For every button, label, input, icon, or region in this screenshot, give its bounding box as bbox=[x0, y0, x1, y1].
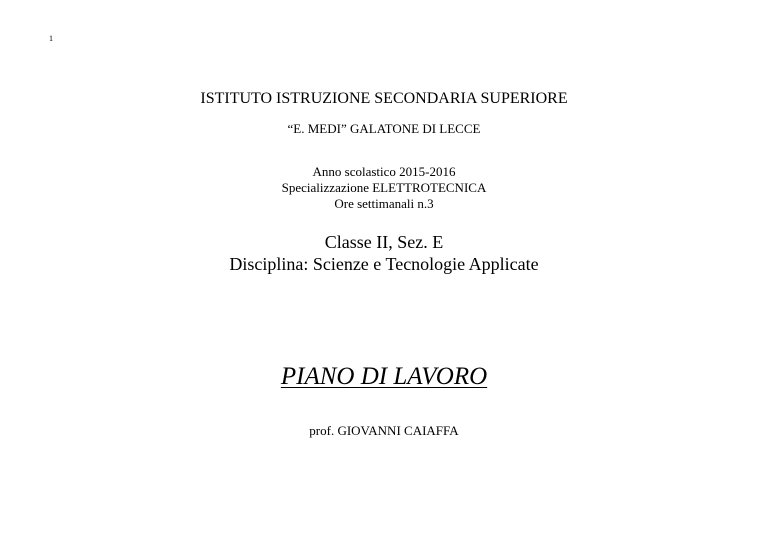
weekly-hours: Ore settimanali n.3 bbox=[334, 196, 434, 211]
author: prof. GIOVANNI CAIAFFA bbox=[309, 423, 459, 438]
school-name: ISTITUTO ISTRUZIONE SECONDARIA SUPERIORE bbox=[200, 90, 568, 107]
school-year: Anno scolastico 2015-2016 bbox=[312, 164, 456, 179]
subject: Disciplina: Scienze e Tecnologie Applicate bbox=[229, 254, 539, 274]
specialization: Specializzazione ELETTROTECNICA bbox=[281, 180, 487, 195]
document-title: PIANO DI LAVORO bbox=[280, 363, 488, 390]
school-subtitle: “E. MEDI” GALATONE DI LECCE bbox=[287, 121, 481, 136]
page-number: 1 bbox=[49, 34, 53, 43]
class-section: Classe II, Sez. E bbox=[324, 232, 444, 252]
